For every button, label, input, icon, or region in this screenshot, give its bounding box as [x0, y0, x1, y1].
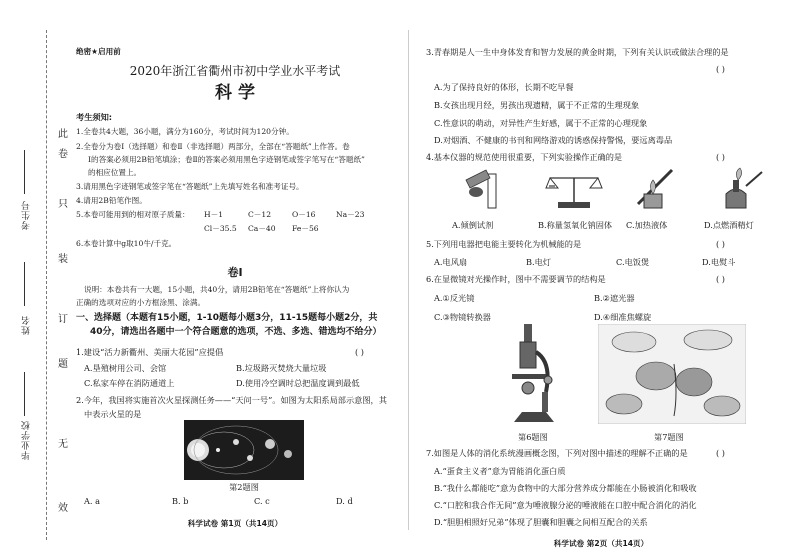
q4-stem: 4.基本仪器的规范使用很重要，下列实验操作正确的是 — [426, 152, 623, 162]
label-candidate-number: 考生号 — [22, 200, 32, 230]
q5-option: A.电风扇 — [434, 257, 468, 267]
exam-title: 2020年浙江省衢州市初中学业水平考试 — [129, 64, 341, 78]
q3-option: B.女孩出现月经，男孩出现遗精，属于不正常的生理现象 — [434, 100, 640, 110]
q7-option: A.“蛋食主义者”意为胃能消化蛋白质 — [434, 466, 566, 476]
q5-option: B.电灯 — [526, 257, 551, 267]
binding-dashed-line — [46, 30, 47, 540]
q6-option: A.①反光镜 — [434, 293, 475, 303]
q5-option: D.电熨斗 — [702, 257, 736, 267]
margin-char: 订 — [58, 314, 68, 325]
page-left — [70, 0, 400, 560]
q4-option: A.倾倒试剂 — [452, 220, 494, 230]
page-footer: 科学试卷 第2页（共14页） — [553, 539, 649, 548]
q7-option: B.“我什么都能吃”意为食物中的大部分营养成分都能在小肠被消化和吸收 — [434, 483, 697, 493]
q5-stem: 5.下列用电器把电能主要转化为机械能的是 — [426, 239, 582, 249]
q1-stem: 1.建设“活力新衢州、美丽大花园”应提倡 — [76, 347, 224, 357]
volume-heading: 卷Ⅰ — [227, 266, 243, 279]
section-heading: 40分，请选出各题中一个符合题意的选项，不选、多选、错选均不给分） — [90, 327, 382, 337]
subject-title: 科 学 — [215, 83, 255, 103]
margin-char: 效 — [58, 503, 68, 514]
atomic-mass: O－16 — [292, 210, 316, 219]
binding-margin — [0, 0, 68, 560]
q6-option: C.③物镜转换器 — [434, 312, 491, 322]
microscope-figure — [506, 322, 562, 426]
notice-line: 2.全卷分为卷Ⅰ（选择题）和卷Ⅱ（非选择题）两部分，全部在“答题纸”上作答。卷 — [76, 142, 350, 151]
notice-line: 1.全卷共4大题，36小题，满分为160分，考试时间为120分钟。 — [76, 127, 294, 136]
balance-figure — [544, 166, 604, 212]
margin-char: 装 — [58, 254, 68, 265]
fill-line — [24, 150, 25, 194]
atomic-mass: Cl－35.5 — [204, 224, 237, 233]
q6-option: B.②遮光器 — [594, 293, 635, 303]
q2-figure-caption: 第2题图 — [229, 482, 259, 492]
q4-option: D.点燃酒精灯 — [704, 220, 754, 230]
q6-option: D.④细准焦螺旋 — [594, 312, 652, 322]
atomic-mass: Ca－40 — [248, 224, 276, 233]
volume-desc: 正确的选项对应的小方框涂黑、涂满。 — [76, 298, 206, 307]
digestive-system-figure — [598, 324, 746, 424]
atomic-mass: C－12 — [248, 210, 272, 219]
fill-line — [24, 262, 25, 306]
q4-option: B.称量氢氧化钠固体 — [538, 220, 613, 230]
notice-line: 5.本卷可能用到的相对原子质量： — [76, 210, 190, 219]
secret-mark: 绝密★启用前 — [76, 47, 121, 56]
q5-answer-paren: ( ) — [716, 239, 725, 249]
volume-desc: 说明：本卷共有一大题，15小题，共40分，请用2B铅笔在“答题纸”上将你认为 — [84, 285, 350, 294]
atomic-mass: Na－23 — [336, 210, 365, 219]
notice-line: 6.本卷计算中g取10牛/千克。 — [76, 239, 177, 248]
notice-line: Ⅰ的答案必须用2B铅笔填涂；卷Ⅱ的答案必须用黑色字迹钢笔或签字笔写在“答题纸” — [88, 155, 365, 164]
pouring-reagent-figure — [460, 166, 516, 212]
q3-option: D.对烟酒、不健康的书刊和网络游戏的诱惑保持警惕，要远离毒品 — [434, 135, 673, 145]
q6-answer-paren: ( ) — [716, 274, 725, 284]
q1-option: D.使用冷空调时总把温度调到最低 — [236, 378, 360, 388]
q7-stem: 7.如图是人体的消化系统漫画概念图，下列对图中描述的理解不正确的是 — [426, 448, 688, 458]
q3-stem: 3.青春期是人一生中身体发育和智力发展的黄金时期，下列有关认识或做法合理的是 — [426, 47, 729, 57]
q1-option: A.垦殖树用公司、会馆 — [84, 363, 167, 373]
q4-option: C.加热液体 — [626, 220, 668, 230]
page-right — [420, 0, 782, 560]
q3-answer-paren: ( ) — [716, 64, 725, 74]
page-divider — [408, 30, 409, 530]
notice-line: 3.请用黑色字迹钢笔或签字笔在“答题纸”上先填写姓名和准考证号。 — [76, 182, 304, 191]
page-footer: 科学试卷 第1页（共14页） — [187, 519, 283, 528]
q2-option: B. b — [172, 496, 189, 506]
q5-option: C.电饭煲 — [616, 257, 650, 267]
fill-line — [24, 372, 25, 416]
q7-option: C.“口腔和我合作无间”意为唾液腺分泌的唾液能在口腔中配合消化的消化 — [434, 500, 697, 510]
q3-option: A.为了保持良好的体形，长期不吃早餐 — [434, 82, 574, 92]
q1-option: B.垃圾路灭焚烧大量垃圾 — [236, 363, 327, 373]
notice-heading: 考生须知: — [76, 112, 113, 122]
lamp-lighting-figure — [712, 166, 768, 212]
margin-char: 卷 — [58, 149, 68, 160]
q2-option: A. a — [84, 496, 100, 506]
notice-line: 的相应位置上。 — [88, 168, 142, 177]
q1-option: C.私家车停在消防通道上 — [84, 378, 175, 388]
margin-char: 此 — [58, 129, 68, 140]
margin-char: 题 — [58, 359, 68, 370]
q1-answer-paren: ( ) — [355, 347, 364, 357]
q2-option: D. d — [336, 496, 353, 506]
margin-char: 只 — [58, 199, 68, 210]
fig7-caption: 第7题图 — [654, 432, 684, 442]
atomic-mass: H－1 — [204, 210, 224, 219]
q2-stem: 2.今年，我国将实施首次火星探测任务——“天问一号”。如图为太阳系局部示意图，其 — [76, 395, 387, 405]
label-name: 姓名 — [22, 315, 32, 335]
heating-liquid-figure — [628, 164, 684, 212]
fig6-caption: 第6题图 — [518, 432, 548, 442]
section-heading: 一、选择题（本题有15小题，1-10题每小题3分，11-15题每小题2分，共 — [76, 313, 378, 323]
q3-option: C.性意识的萌动，对异性产生好感，属于不正常的心理现象 — [434, 118, 648, 128]
q6-stem: 6.在显微镜对光操作时，图中不需要调节的结构是 — [426, 274, 606, 284]
atomic-mass: Fe－56 — [292, 224, 319, 233]
label-school: 毕业学校 — [22, 420, 32, 460]
q4-answer-paren: ( ) — [716, 152, 725, 162]
notice-line: 4.请用2B铅笔作图。 — [76, 196, 147, 205]
q7-answer-paren: ( ) — [716, 448, 725, 458]
q2-stem: 中表示火星的是 — [84, 409, 142, 419]
margin-char: 无 — [58, 439, 68, 450]
q2-option: C. c — [254, 496, 270, 506]
solar-system-figure — [184, 420, 304, 480]
q7-option: D.“胆胆相照好兄弟”体现了胆囊和胆囊之间相互配合的关系 — [434, 517, 648, 527]
